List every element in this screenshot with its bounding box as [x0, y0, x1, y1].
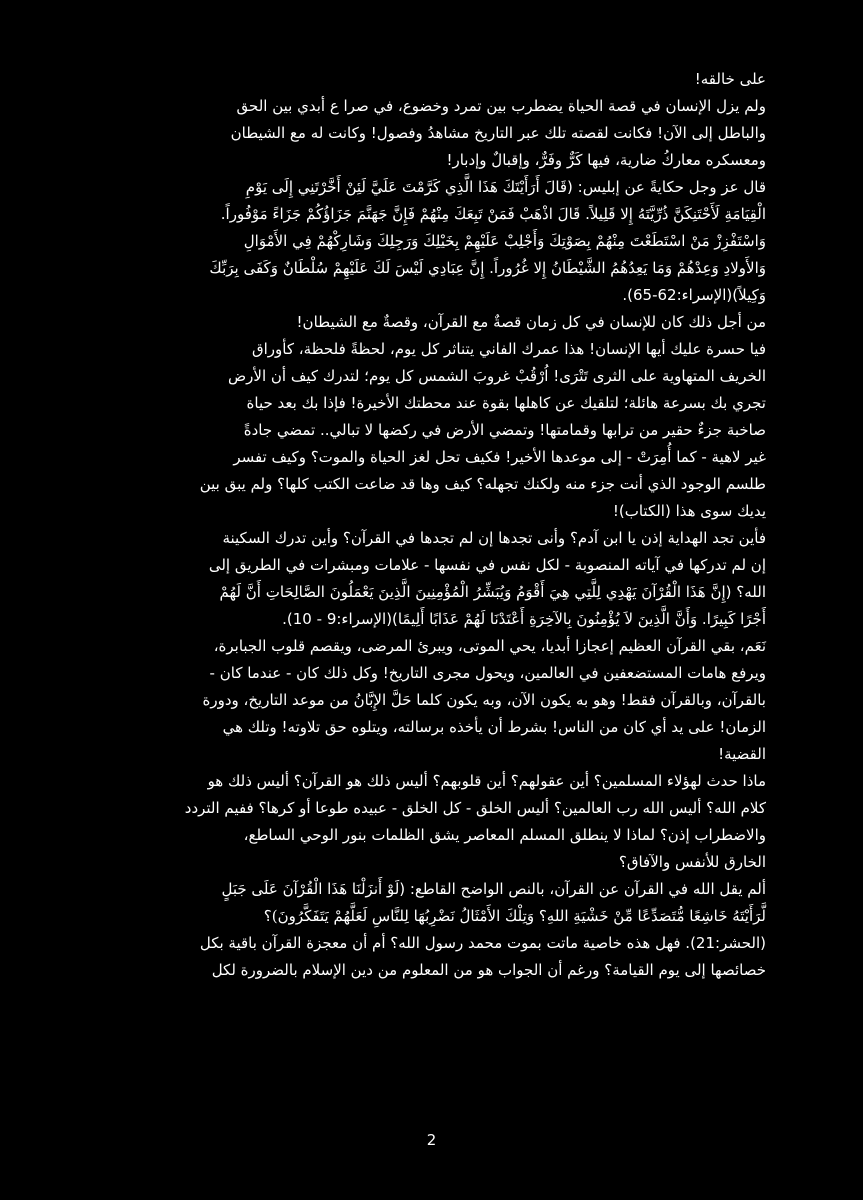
text-line: يديك سوى هذا (الكتاب)! — [612, 502, 766, 520]
text-line: الخريف المتهاوية على الثرى تَتْرَى! اُرْقُبْ غروبَ الشمس كل يوم؛ لتدرك كيف أن الأرض — [228, 367, 766, 385]
quran-verse-line: وَاسْتَفْزِزْ مَنْ اسْتَطَعْتَ مِنْهُمْ بِصَوْتِكَ وَأَجْلِبْ عَلَيْهِمْ بِخَيْلِكَ وَرَجِلِكَ وَشَارِكْهُمْ فِي الأَمْوَالِ — [243, 232, 766, 250]
document-body — [96, 66, 766, 984]
text-line: ويرفع هامات المستضعفين في العالمين، ويحول مجرى التاريخ! وكل ذلك كان - عندما كان - — [209, 664, 766, 682]
text-line: فيا حسرة عليك أيها الإنسان! هذا عمرك الفاني يتناثر كل يوم، لحظةً فلحظة، كأوراق — [251, 340, 766, 358]
text-line: القضية! — [718, 745, 766, 763]
text-line: تجري بك بسرعة هائلة؛ لتلقيك عن كاهلها بقوة عند محطتك الأخيرة! فإذا بك بعد حياة — [246, 394, 766, 412]
text-line: والاضطراب إذن؟ لماذا لا ينطلق المسلم المعاصر يشق الظلمات بنور الوحي الساطع، — [243, 826, 766, 844]
text-line: وَكِيلاً)(الإسراء:62-65). — [622, 286, 766, 304]
text-line: فأين تجد الهداية إذن يا ابن آدم؟ وأنى تجدها إن لم تجدها في القرآن؟ وأين تدرك السكينة — [222, 529, 766, 547]
text-line: نَعَم، بقي القرآن العظيم إعجازا أبديا، يحي الموتى، ويبرئ المرضى، ويقصم قلوب الجبابرة، — [213, 637, 766, 655]
text-line: الخارق للأنفس والآفاق؟ — [618, 853, 766, 871]
text-line: أَجْرًا كَبِيرًا. وَأَنَّ الَّذِينَ لاَ يُؤْمِنُونَ بِالآخِرَةِ أَعْتَدْنَا لَهُمْ عَذَابًا أَلِيمًا)(الإسراء:9 - 10). — [282, 610, 766, 628]
text-line: غير لاهية - كما أُمِرَتْ - إلى موعدها الأخير! فكيف تحل لغز الحياة والموت؟ وكيف تفسر — [233, 448, 766, 466]
quran-verse-line: الْقِيَامَةِ لَأَحْتَنِكَنَّ ذُرِّيَّتَهُ إِلا قَلِيلاً. قَالَ اذْهَبْ فَمَنْ تَبِعَكَ مِنْهُمْ فَإِنَّ جَهَنَّمَ جَزَاؤُكُمْ جَزَاءً مَوْفُوراً. — [220, 205, 766, 223]
text-line: (الحشر:21). فهل هذه خاصية ماتت بموت محمد رسول الله؟ أم أن معجزة القرآن باقية بكل — [199, 934, 766, 952]
text-line: ولم يزل الإنسان في قصة الحياة يضطرب بين تمرد وخضوع، في صرا ع أبدي بين الحق — [236, 97, 766, 115]
quran-verse-line: لَّرَأَيْتَهُ خَاشِعًا مُّتَصَدِّعًا مِّنْ خَشْيَةِ اللهِ؟ وَتِلْكَ الأَمْثَالُ نَضْرِبُهَا لِلنَّاسِ لَعَلَّهُمْ يَتَفَكَّرُونَ)؟ — [263, 907, 766, 925]
text-line: الله؟ (إِنَّ هَذَا الْقُرْآنَ يَهْدِي لِلَّتِي هِيَ أَقْوَمُ وَيُبَشِّرُ الْمُؤْمِنِينَ الَّذِينَ يَعْمَلُونَ الصَّالِحَاتِ أَنَّ لَهُمْ — [219, 583, 766, 601]
text-line: ومعسكره معاركُ ضارية، فيها كَرٌّ وفَرٌّ، وإقبالٌ وإدبار! — [446, 151, 766, 169]
text-line: خصائصها إلى يوم القيامة؟ ورغم أن الجواب هو من المعلوم من دين الإسلام بالضرورة لكل — [211, 961, 766, 979]
text-line: صاخبة جزءٌ حقير من ترابها وقمامتها! وتمضي الأرض في ركضها لا تبالي.. تمضي جادةً — [243, 421, 766, 439]
text-line: بالقرآن، وبالقرآن فقط! وهو به يكون الآن، وبه يكون كلما حَلَّ الإِبَّانُ من موعد التاريخ، ودورة — [202, 691, 766, 709]
text-line: على خالقه! — [694, 70, 766, 88]
text-line: ألم يقل الله في القرآن عن القرآن، بالنص الواضح القاطع: (لَوْ أَنزَلْنَا هَذَا الْقُرْآنَ عَلَى جَبَلٍ — [221, 880, 766, 898]
text-line: قال عز وجل حكايةً عن إبليس: (قَالَ أَرَأَيْتَكَ هَذَا الَّذِي كَرَّمْتَ عَلَيَّ لَئِنْ أَخَّرْتَنِي إِلَى يَوْمِ — [245, 178, 766, 196]
text-line: الزمان! على يد أي كان من الناس! بشرط أن يأخذه برسالته، ويتلوه حق تلاوته! وتلك هي — [222, 718, 766, 736]
quran-verse-line: وَالأَولادِ وَعِدْهُمْ وَمَا يَعِدُهُمُ الشَّيْطَانُ إِلا غُرُوراً. إِنَّ عِبَادِي لَيْسَ لَكَ عَلَيْهِمْ سُلْطَانٌ وَكَفَى بِرَبِّكَ — [209, 259, 766, 277]
text-line: إن لم تدركها في آياته المنصوبة - لكل نفس في نفسها - علامات ومبشرات في الطريق إلى — [208, 556, 766, 574]
text-line: والباطل إلى الآن! فكانت لقصته تلك عبر التاريخ مشاهدُ وفصول! وكانت له مع الشيطان — [230, 124, 766, 142]
text-line: طلسم الوجود الذي أنت جزء منه ولكنك تجهله؟ كيف وها قد ضاعت الكتب كلها؟ ولم يبق بين — [199, 475, 766, 493]
page-number: 2 — [426, 1131, 437, 1149]
text-line: من أجل ذلك كان للإنسان في كل زمان قصةٌ مع القرآن، وقصةٌ مع الشيطان! — [296, 313, 766, 331]
text-line: كلام الله؟ أليس الله رب العالمين؟ أليس الخلق - كل الخلق - عبيده طوعا أو كرها؟ ففيم التردد — [184, 799, 766, 817]
text-line: ماذا حدث لهؤلاء المسلمين؟ أين عقولهم؟ أين قلوبهم؟ أليس ذلك هو القرآن؟ أليس ذلك هو — [207, 772, 766, 790]
